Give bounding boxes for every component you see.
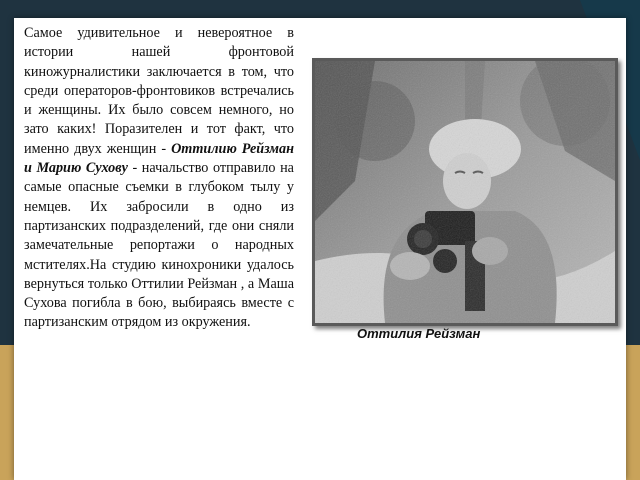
body-paragraph [24, 24, 294, 333]
paragraph-part-1: Самое удивительное и невероятное в истории нашей фронтовой киножурналистики заключается в том, что среди операторов-фронтовиков встречались и женщины. Их было совсем немного, но зато каких! Поразителен и тот факт, что именно двух женщин - [24, 25, 294, 157]
paragraph-part-2: - начальство отправило на самые опасные съемки в глубоком тылу у немцев. Их забросили в одно из партизанских подразделений, где они сняли замечательные репортажи о народных мстителях.На студию кинохроники удалось вернуться только Оттилии Рейзман , а Маша Сухова погибла в бою, выбираясь вместе с партизанским отрядом из окружения. [24, 160, 294, 331]
slide-card [14, 18, 626, 480]
historical-photo [312, 58, 618, 326]
highlighted-names: Оттилию Рейзман и Марию Сухову [24, 140, 294, 177]
photo-caption: Оттилия Рейзман [357, 326, 481, 341]
photo-woman-with-camera [315, 61, 615, 323]
